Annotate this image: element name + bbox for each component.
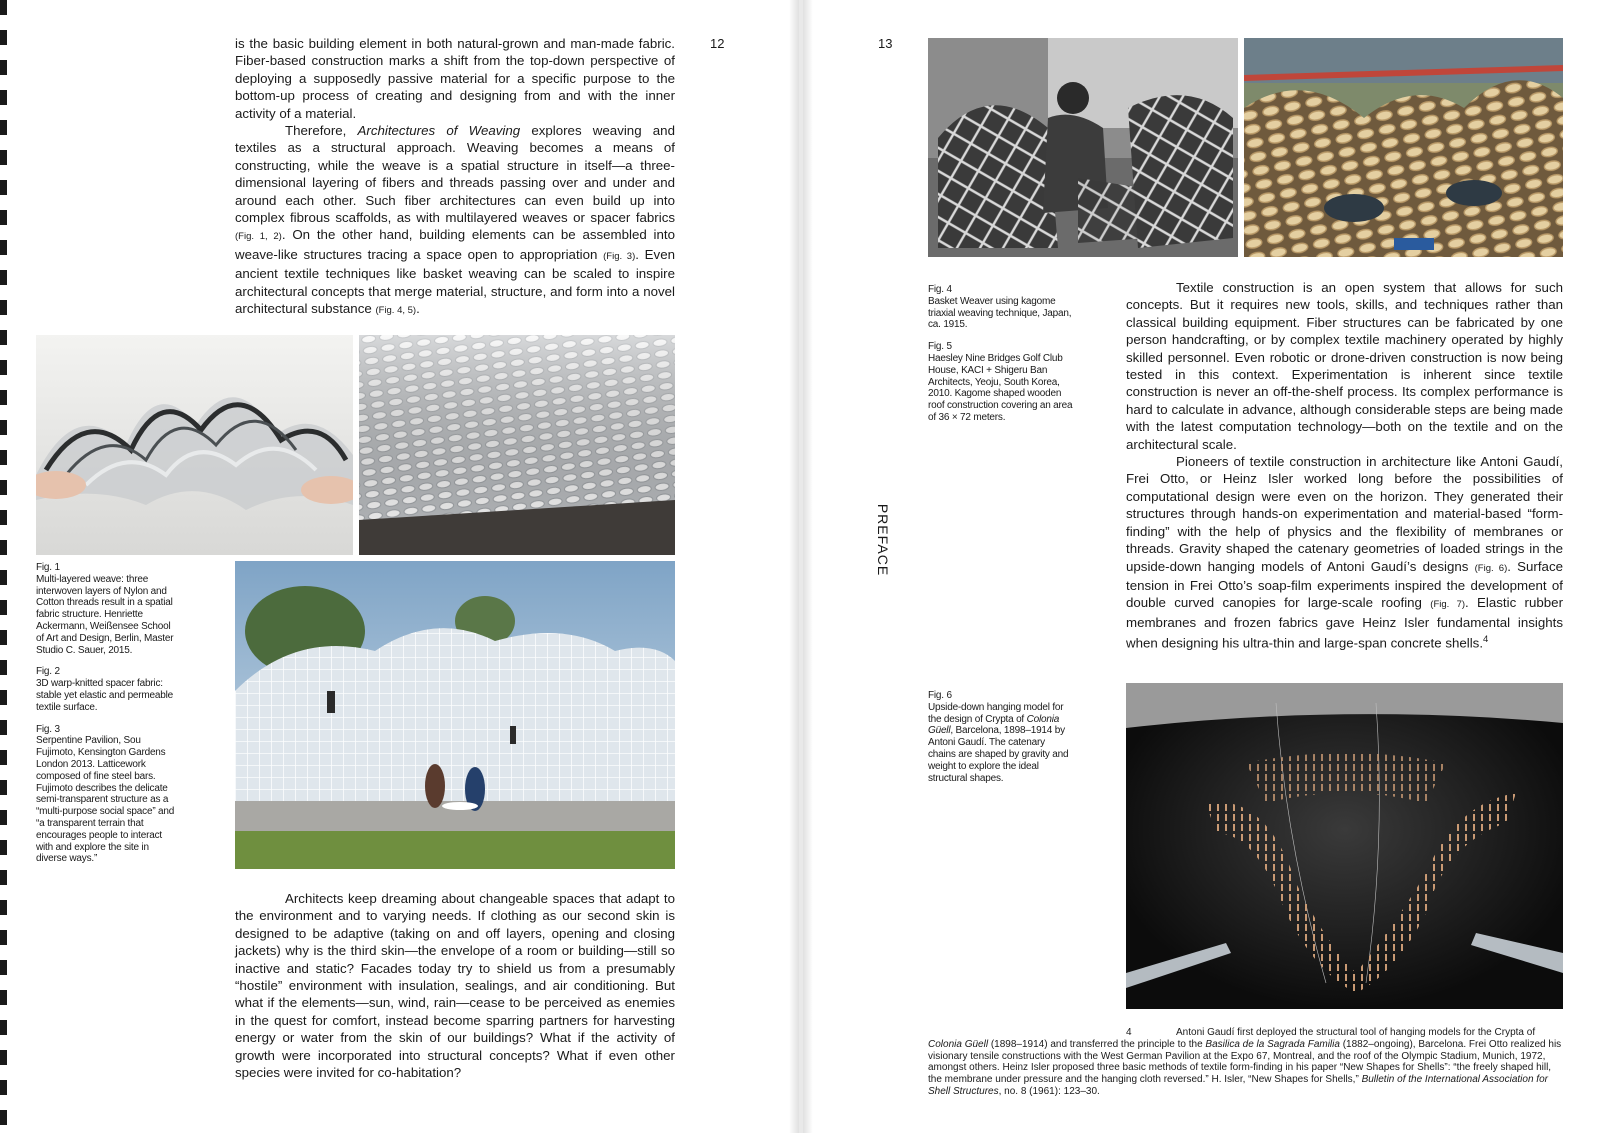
caption-fig-3 [36, 724, 180, 866]
gutter-shadow-left [789, 0, 799, 1133]
footnote-number: 4 [1126, 1027, 1132, 1038]
caption-text: Upside-down hanging model for the design of Crypta of Colonia Güell, Barcelona, 1898–1914 by Antoni Gaudí. The catenary chains are shaped by gravity and weight to explore the ideal structural shapes. [928, 701, 1069, 784]
left-top-text [235, 35, 675, 320]
caption-fig-label: Fig. 2 [36, 666, 60, 678]
intro-paragraph: is the basic building element in both natural-grown and man-made fabric. Fiber-based construction marks a shift from the top-down perspective of deploying a supposedly passive material for a specific purpose to the bottom-up process of creating and designing from and with the inner activity of a material. [235, 36, 675, 121]
left-captions [36, 562, 180, 875]
caption-fig-4 [928, 284, 1073, 331]
book-title: Architectures of Weaving [357, 123, 521, 139]
figure-2-photo [359, 335, 675, 555]
right-main-text [1126, 279, 1563, 652]
caption-fig-label: Fig. 6 [928, 690, 952, 701]
figure-ref: (Fig. 3) [603, 250, 636, 262]
gutter-shadow-right [803, 0, 813, 1133]
caption-fig-6 [928, 690, 1073, 784]
paragraph-architectures: Therefore, Architectures of Weaving explores weaving and textiles as a structural approach. Weaving becomes a means of constructing, while the weave is a spatial structure in itself—a three-dimensional layering of fibers and threads passing over and under and around each other. Such fiber architectures can even build up into complex fibrous scaffolds, as with multilayered weaves or spacer fabrics (Fig. 1, 2). On the other hand, building elements can be assembled into weave-like structures tracing a space open to appropriation (Fig. 3). Even ancient textile techniques like basket weaving can be scaled to inspire architectural concepts that merge material, structure, and form into a novel architectural substance (Fig. 4, 5). [235, 123, 675, 317]
caption-text: Serpentine Pavilion, Sou Fujimoto, Kensington Gardens London 2013. Latticework composed of fine steel bars. Fujimoto describes the delicate semi-transparent structure as a “multi-purpose social space” and “a transparent terrain that encourages people to interact with and explore the site in diverse ways.” [36, 735, 175, 865]
figure-ref: (Fig. 6) [1474, 562, 1508, 574]
paragraph-pioneers: Pioneers of textile construction in architecture like Antoni Gaudí, Frei Otto, or Heinz Isler worked long before the possibilities of computational design were even on the horizon. They generated their structures through hands-on experimentation and material-based “form-finding” with the help of physics and the flexibility of membranes or threads. Gravity shaped the catenary geometries of loaded strings in the upside-down hanging models of Antoni Gaudí’s designs (Fig. 6). Surface tension in Frei Otto’s soap-film experiments inspired the development of double curved canopies for large-scale roofing (Fig. 7). Elastic rubber membranes and frozen fabrics gave Heinz Isler fundamental insights when designing his ultra-thin and large-span concrete shells.$^4$ [1126, 454, 1563, 651]
right-page [803, 0, 1600, 1133]
paragraph-changeable-spaces: Architects keep dreaming about changeable spaces that adapt to the environment and to varying needs. If clothing as our second skin is designed to be adaptive (taking on and off layers, opening and closing jackets) why is the third skin—the envelope of a room or building—still so inactive and static? Facades today try to shield us from a presumably “hostile” environment with insulation, sealings, and air conditioning. But what if the elements—sun, wind, rain—cease to be perceived as enemies in the quest for comfort, instead become sparring partners for harvesting energy or water from the skin of our buildings? What if the activity of growth were incorporated into structural concepts? What if even other species were invited for co-habitation? [235, 891, 675, 1081]
caption-fig-label: Fig. 4 [928, 284, 952, 295]
figure-5-photo [1244, 38, 1563, 257]
paragraph-textile-construction: Textile construction is an open system that allows for such concepts. But it requires new tools, skills, and techniques rather than classical building equipment. Fiber structures can be fabricated by one person handcrafting, or by complex textile machinery operated by highly skilled personnel. Even robotic or drone-driven construction is now being tested in this context. Experimentation is inherent since textile construction is never an off-the-shelf process. Its complex performance is hard to calculate in advance, although considerable steps are being made with the latest computation technology—both on the textile and on the architectural scale. [1126, 280, 1563, 452]
caption-fig-label: Fig. 1 [36, 562, 60, 573]
left-page [0, 0, 799, 1133]
caption-fig-label: Fig. 3 [36, 723, 60, 735]
right-top-captions [928, 284, 1073, 434]
caption-fig-1 [36, 562, 180, 656]
figure-ref: (Fig. 1, 2) [235, 231, 282, 243]
caption-fig-2 [36, 666, 180, 713]
caption-fig-5 [928, 341, 1073, 424]
figure-6-photo [1126, 683, 1563, 1009]
caption-fig-label: Fig. 5 [928, 341, 952, 353]
left-bottom-text [235, 890, 675, 1081]
figure-ref: (Fig. 7) [1430, 599, 1466, 611]
caption-text: Haesley Nine Bridges Golf Club House, KACI + Shigeru Ban Architects, Yeoju, South Korea, 2010. Kagome shaped wooden roof construction covering an area of 36 × 72 meters. [928, 352, 1073, 423]
footnote-marker: 4 [1483, 634, 1489, 646]
page-edge-marks [0, 0, 7, 1133]
figure-3-photo [235, 561, 675, 869]
page-number-right: 13 [878, 36, 893, 51]
footnote-4: 4 Antoni Gaudí first deployed the structural tool of hanging models for the Crypta of Colonia Güell (1898–1914) and transferred the principle to the Basilica de la Sagrada Familia (1882–ongoing), Barcelona. Frei Otto realized his visionary tensile constructions with the West German Pavilion at the Expo 67, Montreal, and the roof of the Olympic Stadium, Munich, 1972, amongst others. Heinz Isler proposed three basic methods of textile form-finding in his paper “New Shapes for Shells”: “the freely shaped hill, the membrane under pressure and the hanging cloth reversed.” H. Isler, “New Shapes for Shells,” Bulletin of the International Association for Shell Structures, no. 8 (1961): 123–30. [928, 1027, 1562, 1097]
figure-1-photo [36, 335, 353, 555]
page-number-left: 12 [710, 36, 725, 51]
caption-text: Multi-layered weave: three interwoven layers of Nylon and Cotton threads result in a spatial fabric structure. Henriette Ackermann, Weißensee School of Art and Design, Berlin, Master Studio C. Sauer, 2015. [36, 573, 174, 656]
caption-text: Basket Weaver using kagome triaxial weaving technique, Japan, ca. 1915. [928, 295, 1072, 331]
caption-text: 3D warp-knitted spacer fabric: stable yet elastic and permeable textile surface. [36, 678, 174, 713]
figure-ref: (Fig. 4, 5) [375, 305, 417, 317]
figure-4-photo [928, 38, 1238, 257]
section-label-preface: PREFACE [875, 503, 891, 577]
